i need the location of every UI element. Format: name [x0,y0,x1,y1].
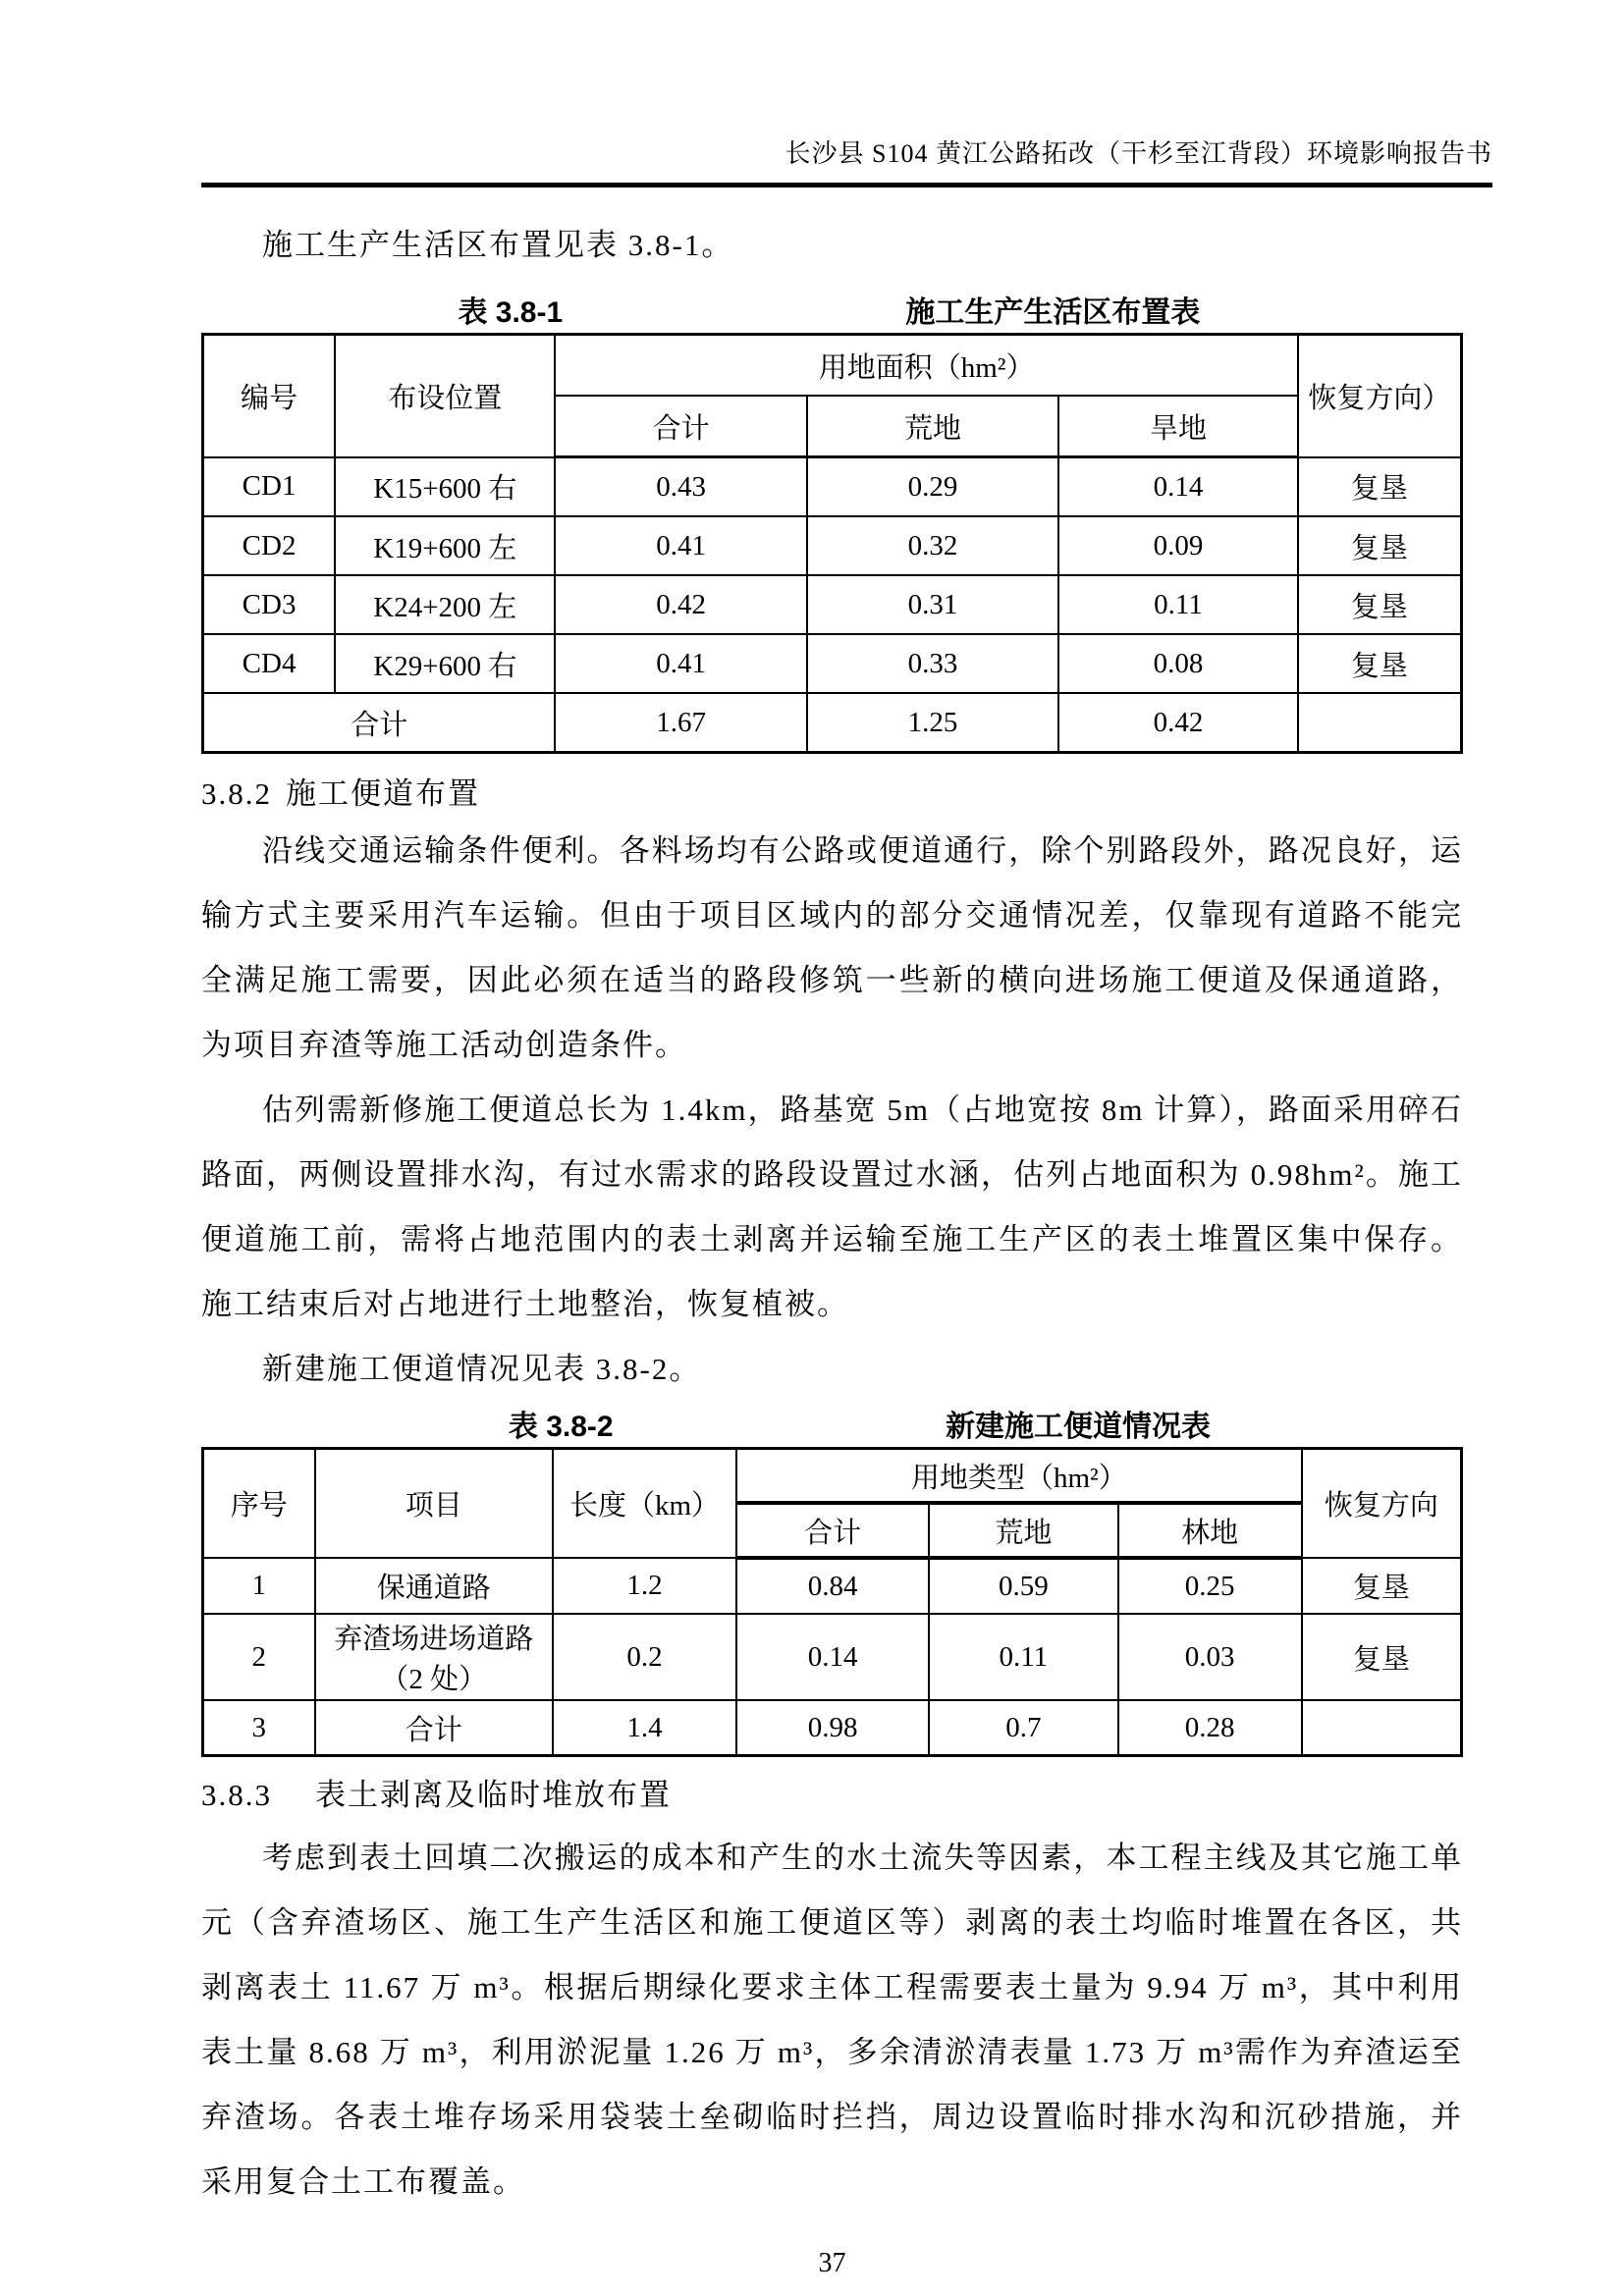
table1-header-restore: 恢复方向） [1298,335,1462,457]
table-cell: 复垦 [1302,1558,1462,1614]
table-cell: 合计 [315,1700,553,1756]
table2-caption-number: 表 3.8-2 [508,1411,614,1443]
table2-row-2 [203,1614,1462,1700]
table-cell: 0.31 [807,575,1058,634]
table1-row-cd4 [203,634,1462,693]
table-cell: CD2 [203,516,336,575]
section-title: 表土剥离及临时堆放布置 [315,1778,672,1812]
table-cell: 0.08 [1058,634,1298,693]
table2-header-area-group: 用地类型（hm²） [736,1449,1302,1504]
table-cell: 0.98 [736,1700,929,1756]
table-cell: 复垦 [1298,457,1462,517]
table-cell: 1 [203,1558,315,1614]
table2-header-no: 序号 [203,1449,315,1559]
table-cell: 0.84 [736,1558,929,1614]
table-cell: 0.59 [929,1558,1117,1614]
table2-header-forest: 林地 [1118,1503,1302,1558]
table2-header-row-1 [203,1449,1462,1504]
table1-caption-number: 表 3.8-1 [458,296,564,329]
table-cell [1298,693,1462,753]
table-cell: 0.03 [1118,1614,1302,1700]
table1-total-row [203,693,1462,753]
table2-header-length: 长度（km） [553,1449,736,1559]
table-cell: 0.41 [555,634,806,693]
table1-header-total: 合计 [555,396,806,457]
table-cell: 0.41 [555,516,806,575]
table-cell: 0.14 [736,1614,929,1700]
table-cell: 0.11 [929,1614,1117,1700]
table-cell: 复垦 [1298,634,1462,693]
table2-caption [201,1402,1463,1443]
table2-total-row [203,1700,1462,1756]
page-content [201,213,1463,2279]
table-cell: CD4 [203,634,336,693]
table-cell: 0.7 [929,1700,1117,1756]
paragraph-383-1: 考虑到表土回填二次搬运的成本和产生的水土流失等因素，本工程主线及其它施工单元（含弃渣场区、施工生产生活区和施工便道区等）剥离的表土均临时堆置在各区，共剥离表土 11.67 万 m³。根据后期绿化要求主体工程需要表土量为 9.94 万 m³，其中利用表土量 8.68 万 m³，利用淤泥量 1.26 万 m³，多余清淤清表量 1.73 万 m³需作为弃渣运至弃渣场。各表土堆存场采用袋装土垒砌临时拦挡，周边设置临时排水沟和沉砂措施，并采用复合土工布覆盖。 [201,1841,1463,2199]
table2-header-restore: 恢复方向 [1302,1449,1462,1559]
table1-row-cd3 [203,575,1462,634]
header-rule [201,183,1492,187]
table2-row-1 [203,1558,1462,1614]
section-number: 3.8.3 [201,1778,272,1812]
table-cell: 1.4 [553,1700,736,1756]
table1-header-dryland: 旱地 [1058,396,1298,457]
table-cell: 0.28 [1118,1700,1302,1756]
table-cell: 3 [203,1700,315,1756]
table-cell: 1.25 [807,693,1058,753]
table1-header-no: 编号 [203,335,336,457]
table-cell: 弃渣场进场道路（2 处） [315,1614,553,1700]
page-number: 37 [818,2248,846,2278]
section-title: 施工便道布置 [286,776,480,811]
table-cell: 0.33 [807,634,1058,693]
table1-header-wasteland: 荒地 [807,396,1058,457]
new-access-road-table [201,1447,1463,1757]
table-cell: 0.32 [807,516,1058,575]
table-cell: K24+200 左 [335,575,555,634]
table-cell: 2 [203,1614,315,1700]
section-number: 3.8.2 [201,776,272,811]
table-cell: 0.42 [555,575,806,634]
table-cell: 保通道路 [315,1558,553,1614]
header-title: 长沙县 S104 黄江公路拓改（干杉至江背段）环境影响报告书 [785,139,1492,168]
table-cell: 复垦 [1298,516,1462,575]
table1-caption-title: 施工生产生活区布置表 [905,296,1201,329]
table-cell: K19+600 左 [335,516,555,575]
table-cell: 0.42 [1058,693,1298,753]
table-cell: 复垦 [1298,575,1462,634]
page-header [201,0,1492,187]
intro-paragraph: 施工生产生活区布置见表 3.8-1。 [262,228,734,262]
table2-header-total: 合计 [736,1503,929,1558]
table1-header-location: 布设位置 [335,335,555,457]
table-cell: 0.29 [807,457,1058,517]
table-cell: 0.25 [1118,1558,1302,1614]
table1-row-cd1 [203,457,1462,517]
table-cell: 1.2 [553,1558,736,1614]
table2-caption-title: 新建施工便道情况表 [946,1411,1212,1443]
table1-caption [201,288,1463,329]
table1-header-area-group: 用地面积（hm²） [555,335,1297,397]
paragraph-382-3: 新建施工便道情况见表 3.8-2。 [262,1352,702,1386]
table-cell: K29+600 右 [335,634,555,693]
table-cell: CD3 [203,575,336,634]
section-heading-382 [201,770,1463,819]
table1-total-label: 合计 [203,693,556,753]
table-cell: 0.09 [1058,516,1298,575]
table-cell [1302,1700,1462,1756]
construction-living-area-table [201,333,1463,754]
table-cell: 0.11 [1058,575,1298,634]
table2-header-wasteland: 荒地 [929,1503,1117,1558]
table-cell: 0.14 [1058,457,1298,517]
section-heading-383 [201,1771,1463,1820]
table-cell: 0.2 [553,1614,736,1700]
table-cell: 1.67 [555,693,806,753]
table1-header-row-1 [203,335,1462,397]
table2-header-item: 项目 [315,1449,553,1559]
table-cell: 0.43 [555,457,806,517]
table-cell: K15+600 右 [335,457,555,517]
table-cell: 复垦 [1302,1614,1462,1700]
paragraph-382-1: 沿线交通运输条件便利。各料场均有公路或便道通行，除个别路段外，路况良好，运输方式主要采用汽车运输。但由于项目区域内的部分交通情况差，仅靠现有道路不能完全满足施工需要，因此必须在适当的路段修筑一些新的横向进场施工便道及保通道路，为项目弃渣等施工活动创造条件。 [201,833,1463,1062]
paragraph-382-2: 估列需新修施工便道总长为 1.4km，路基宽 5m（占地宽按 8m 计算），路面采用碎石路面，两侧设置排水沟，有过水需求的路段设置过水涵，估列占地面积为 0.98hm²。施工便道施工前，需将占地范围内的表土剥离并运输至施工生产区的表土堆置区集中保存。施工结束后对占地进行土地整治，恢复植被。 [201,1093,1463,1321]
table-cell: CD1 [203,457,336,517]
table1-row-cd2 [203,516,1462,575]
